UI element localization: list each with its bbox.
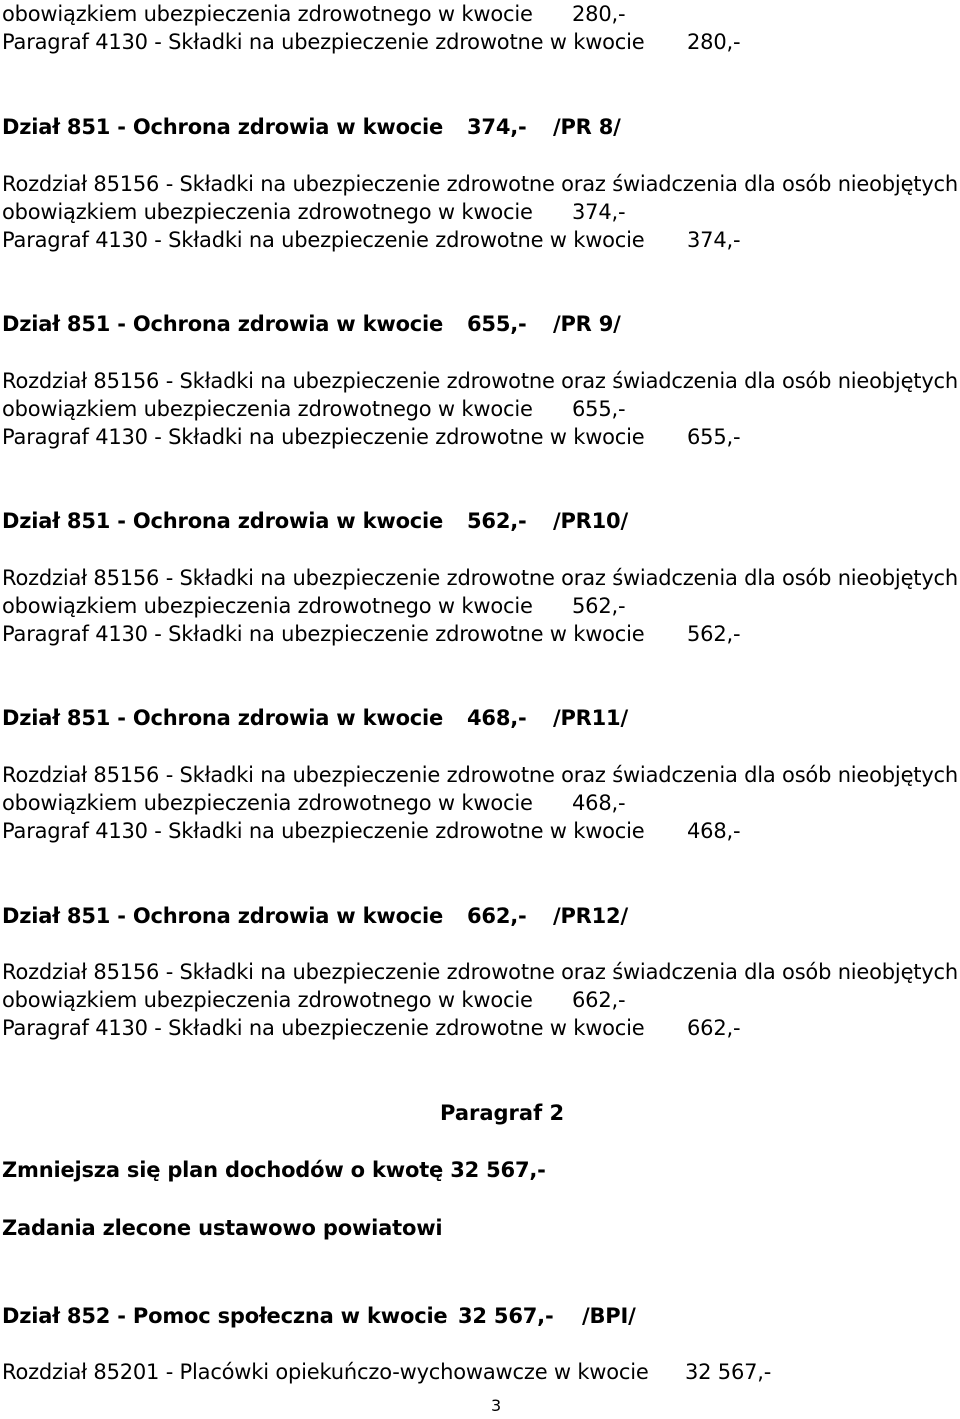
paragraf-text: Paragraf 4130 - Składki na ubezpieczenie zdrowotne w kwocie [2,30,645,54]
rozdzial-tail-line [2,198,626,226]
paragraf-text: Paragraf 4130 - Składki na ubezpieczenie zdrowotne w kwocie [2,425,645,449]
dzial-amount: 562,- [467,509,527,533]
paragraf-line [2,817,741,845]
dzial-line [2,902,628,930]
rozdzial-amount: 655,- [572,397,626,421]
rozdzial-amount: 562,- [572,594,626,618]
dzial-amount: 374,- [467,115,527,139]
dzial-line [2,113,621,141]
rozdzial-text: Rozdział 85201 - Placówki opiekuńczo-wychowawcze w kwocie [2,1360,649,1384]
dzial-amount: 32 567,- [458,1304,554,1328]
dzial-amount: 468,- [467,706,527,730]
paragraf-amount: 374,- [687,228,741,252]
paragraf-amount: 655,- [687,425,741,449]
paragraf-text: Paragraf 4130 - Składki na ubezpieczenie zdrowotne w kwocie [2,1016,645,1040]
rozdzial-tail-text: obowiązkiem ubezpieczenia zdrowotnego w kwocie [2,594,533,618]
rozdzial-tail-line [2,789,626,817]
rozdzial-amount: 374,- [572,200,626,224]
rozdzial-tail-text: obowiązkiem ubezpieczenia zdrowotnego w kwocie [2,397,533,421]
paragraf-amount: 662,- [687,1016,741,1040]
decrease-statement: Zmniejsza się plan dochodów o kwotę 32 567,- [2,1158,546,1182]
dzial-amount: 662,- [467,904,527,928]
rozdzial-head-line: Rozdział 85156 - Składki na ubezpieczenie zdrowotne oraz świadczenia dla osób nieobjętych [2,960,959,984]
page-number: 3 [491,1396,502,1415]
paragraf-text: Paragraf 4130 - Składki na ubezpieczenie zdrowotne w kwocie [2,228,645,252]
dzial-ref: /PR12/ [553,904,628,928]
dzial-text: Dział 851 - Ochrona zdrowia w kwocie [2,312,444,336]
dzial-line [2,310,621,338]
rozdzial-tail-text: obowiązkiem ubezpieczenia zdrowotnego w kwocie [2,200,533,224]
rozdzial-tail-line [2,986,626,1014]
dzial-ref: /PR10/ [553,509,628,533]
dzial-line [2,507,628,535]
section-heading: Paragraf 2 [440,1101,565,1125]
rozdzial-tail-text: obowiązkiem ubezpieczenia zdrowotnego w kwocie [2,988,533,1012]
tasks-heading: Zadania zlecone ustawowo powiatowi [2,1216,443,1240]
paragraf-line [2,226,741,254]
rozdzial-amount: 32 567,- [685,1360,772,1384]
dzial-amount: 655,- [467,312,527,336]
rozdzial-tail-text: obowiązkiem ubezpieczenia zdrowotnego w kwocie [2,791,533,815]
rozdzial-tail-line [2,395,626,423]
rozdzial-amount: 468,- [572,791,626,815]
dzial-text: Dział 852 - Pomoc społeczna w kwocie [2,1304,448,1328]
paragraf-text: Paragraf 4130 - Składki na ubezpieczenie zdrowotne w kwocie [2,819,645,843]
rozdzial-head-line: Rozdział 85156 - Składki na ubezpieczenie zdrowotne oraz świadczenia dla osób nieobjętych [2,172,959,196]
paragraf-amount: 468,- [687,819,741,843]
rozdzial-head-line: Rozdział 85156 - Składki na ubezpieczenie zdrowotne oraz świadczenia dla osób nieobjętych [2,369,959,393]
dzial-ref: /PR 9/ [553,312,621,336]
dzial-ref: /PR11/ [553,706,628,730]
rozdzial-tail-line [2,592,626,620]
rozdzial-head-line: Rozdział 85156 - Składki na ubezpieczenie zdrowotne oraz świadczenia dla osób nieobjętych [2,566,959,590]
dzial-text: Dział 851 - Ochrona zdrowia w kwocie [2,904,444,928]
rozdzial-tail-text: obowiązkiem ubezpieczenia zdrowotnego w kwocie [2,2,533,26]
paragraf-line [2,620,741,648]
dzial-text: Dział 851 - Ochrona zdrowia w kwocie [2,706,444,730]
paragraf-amount: 280,- [687,30,741,54]
rozdzial-line [2,1358,772,1386]
rozdzial-head-line: Rozdział 85156 - Składki na ubezpieczenie zdrowotne oraz świadczenia dla osób nieobjętych [2,763,959,787]
paragraf-line [2,423,741,451]
dzial-ref: /BPI/ [582,1304,636,1328]
rozdzial-amount: 662,- [572,988,626,1012]
dzial-ref: /PR 8/ [553,115,621,139]
dzial-text: Dział 851 - Ochrona zdrowia w kwocie [2,115,444,139]
paragraf-amount: 562,- [687,622,741,646]
paragraf-text: Paragraf 4130 - Składki na ubezpieczenie zdrowotne w kwocie [2,622,645,646]
dzial-text: Dział 851 - Ochrona zdrowia w kwocie [2,509,444,533]
dzial-line [2,704,628,732]
paragraf-line [2,1014,741,1042]
rozdzial-amount: 280,- [572,2,626,26]
paragraf-line [2,28,741,56]
dzial-line [2,1302,636,1330]
rozdzial-tail-line [2,0,626,28]
